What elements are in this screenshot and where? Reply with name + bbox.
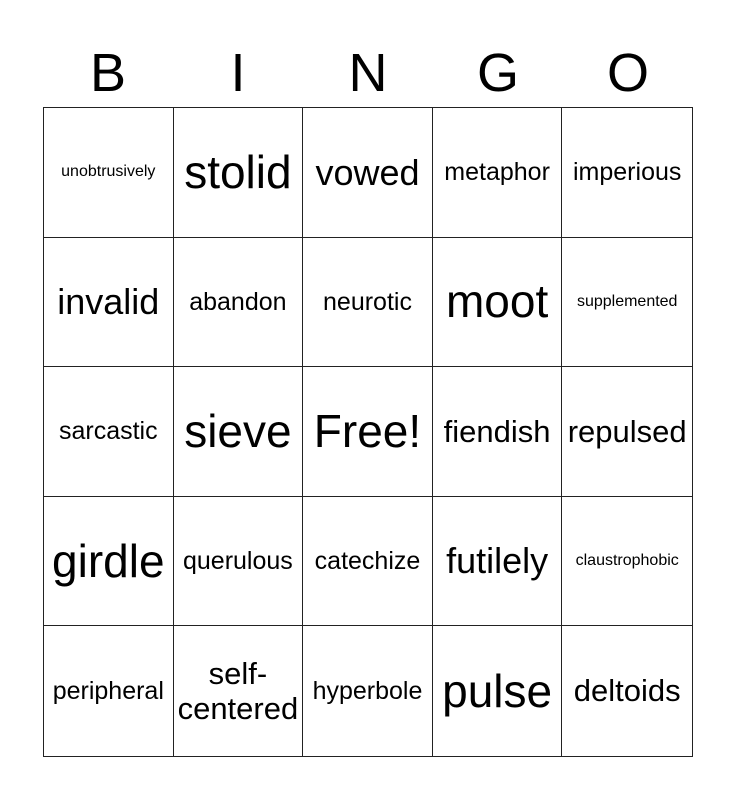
header-letter-b: B — [89, 43, 127, 103]
bingo-cell[interactable]: invalid — [44, 238, 174, 368]
bingo-cell[interactable]: unobtrusively — [44, 108, 174, 238]
bingo-cell[interactable]: futilely — [433, 497, 563, 627]
bingo-cell[interactable]: querulous — [174, 497, 304, 627]
header-letter-i: I — [230, 43, 246, 103]
bingo-cell[interactable]: supplemented — [562, 238, 692, 368]
header-letter-n: N — [348, 43, 388, 103]
bingo-header — [43, 40, 693, 106]
bingo-cell[interactable]: deltoids — [573, 673, 681, 709]
bingo-cell[interactable]: sieve — [174, 367, 304, 497]
bingo-cell[interactable]: sarcastic — [44, 367, 174, 497]
bingo-cell[interactable]: peripheral — [44, 626, 174, 756]
bingo-cell[interactable]: fiendish — [433, 367, 563, 497]
bingo-cell[interactable]: stolid — [174, 108, 304, 238]
header-letter-o: O — [606, 43, 649, 103]
bingo-cell[interactable]: repulsed — [562, 367, 692, 497]
bingo-cell[interactable]: hyperbole — [303, 626, 433, 756]
bingo-cell[interactable]: metaphor — [433, 108, 563, 238]
header-letter-g: G — [476, 43, 519, 103]
bingo-cell[interactable]: pulse — [433, 626, 563, 756]
bingo-cell[interactable]: self- centered — [174, 626, 304, 756]
bingo-cell[interactable]: abandon — [174, 238, 304, 368]
bingo-cell[interactable]: moot — [433, 238, 563, 368]
bingo-board — [43, 107, 693, 757]
bingo-cell[interactable]: catechize — [303, 497, 433, 627]
bingo-cell[interactable]: imperious — [562, 108, 692, 238]
bingo-cell[interactable]: vowed — [303, 108, 433, 238]
bingo-cell[interactable]: girdle — [44, 497, 174, 627]
bingo-cell[interactable]: neurotic — [303, 238, 433, 368]
bingo-cell-free[interactable]: Free! — [303, 367, 433, 497]
bingo-cell[interactable]: claustrophobic — [562, 497, 692, 627]
